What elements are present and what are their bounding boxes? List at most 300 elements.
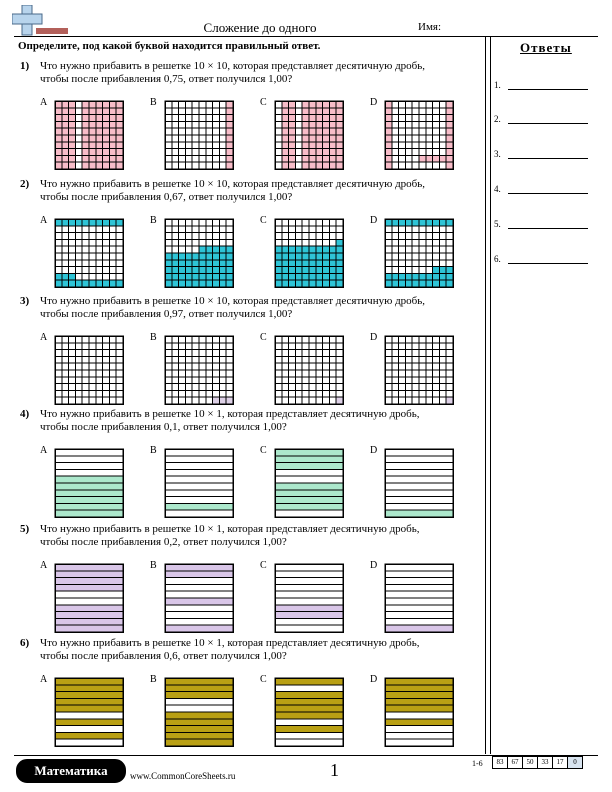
grid-cell (116, 101, 123, 108)
grid-cell (392, 350, 399, 357)
grid-cell (282, 343, 289, 350)
grid-cell (89, 253, 96, 260)
grid-cell (323, 226, 330, 233)
grid-cell (109, 356, 116, 363)
grid-cell (185, 121, 192, 128)
grid-cell (103, 155, 110, 162)
strip-row (275, 678, 343, 685)
grid-cell (336, 128, 343, 135)
fraction-grid-option[interactable] (274, 448, 344, 518)
strip-row (55, 739, 123, 746)
grid-cell (109, 101, 116, 108)
fraction-grid-option[interactable] (164, 218, 234, 288)
grid-cell (75, 273, 82, 280)
strip-row (275, 598, 343, 605)
grid-cell (385, 239, 392, 246)
strip-row (55, 719, 123, 726)
grid-cell (282, 267, 289, 274)
grid-cell (282, 356, 289, 363)
grid-cell (199, 239, 206, 246)
grid-cell (199, 253, 206, 260)
grid-cell (55, 135, 62, 142)
grid-cell (82, 390, 89, 397)
answer-line[interactable] (494, 184, 604, 194)
grid-cell (412, 260, 419, 267)
grid-cell (185, 273, 192, 280)
grid-cell (165, 280, 172, 287)
grid-cell (412, 128, 419, 135)
grid-cell (199, 267, 206, 274)
grid-cell (309, 356, 316, 363)
grid-cell (336, 115, 343, 122)
grid-cell (179, 363, 186, 370)
grid-cell (385, 377, 392, 384)
grid-cell (226, 219, 233, 226)
grid-cell (412, 350, 419, 357)
grid-cell (295, 239, 302, 246)
strip-row (165, 463, 233, 470)
grid-cell (295, 377, 302, 384)
grid-cell (412, 267, 419, 274)
grid-cell (55, 336, 62, 343)
grid-cell (439, 260, 446, 267)
grid-cell (446, 233, 453, 240)
grid-cell (329, 336, 336, 343)
grid-cell (206, 273, 213, 280)
grid-cell (316, 273, 323, 280)
strip-row (165, 456, 233, 463)
grid-cell (412, 253, 419, 260)
grid-cell (172, 377, 179, 384)
grid-cell (302, 115, 309, 122)
grid-cell (323, 260, 330, 267)
grid-cell (275, 128, 282, 135)
grid-cell (192, 128, 199, 135)
fraction-grid-option[interactable] (384, 563, 454, 633)
grid-cell (323, 350, 330, 357)
grid-cell (165, 219, 172, 226)
grid-cell (302, 101, 309, 108)
grid-cell (289, 121, 296, 128)
grid-cell (412, 149, 419, 156)
grid-cell (336, 377, 343, 384)
grid-cell (179, 350, 186, 357)
grid-cell (82, 343, 89, 350)
grid-cell (116, 226, 123, 233)
grid-cell (426, 162, 433, 169)
grid-cell (392, 239, 399, 246)
grid-cell (336, 384, 343, 391)
grid-cell (329, 108, 336, 115)
grid-cell (323, 108, 330, 115)
option-label: A (40, 560, 48, 571)
grid-cell (446, 162, 453, 169)
grid-cell (62, 356, 69, 363)
grid-cell (323, 363, 330, 370)
grid-cell (199, 101, 206, 108)
grid-cell (412, 377, 419, 384)
strip-row (55, 605, 123, 612)
grid-cell (316, 397, 323, 404)
grid-cell (96, 384, 103, 391)
grid-cell (399, 260, 406, 267)
grid-cell (329, 121, 336, 128)
grid-cell (185, 226, 192, 233)
grid-cell (426, 356, 433, 363)
grid-cell (399, 370, 406, 377)
grid-cell (192, 363, 199, 370)
strip-row (275, 578, 343, 585)
grid-cell (446, 142, 453, 149)
grid-cell (385, 142, 392, 149)
grid-cell (179, 356, 186, 363)
fraction-grid-option[interactable] (54, 218, 124, 288)
question-number: 1) (20, 60, 30, 72)
grid-cell (192, 273, 199, 280)
grid-cell (192, 253, 199, 260)
grid-cell (75, 343, 82, 350)
grid-cell (62, 384, 69, 391)
grid-cell (433, 336, 440, 343)
strip-row (385, 612, 453, 619)
grid-cell (165, 108, 172, 115)
grid-cell (323, 101, 330, 108)
grid-cell (82, 363, 89, 370)
grid-cell (439, 390, 446, 397)
grid-cell (426, 377, 433, 384)
grid-cell (289, 115, 296, 122)
grid-cell (295, 350, 302, 357)
strip-row (165, 726, 233, 733)
fraction-grid-option[interactable] (164, 563, 234, 633)
answer-line[interactable] (494, 254, 604, 264)
grid-cell (199, 149, 206, 156)
grid-cell (109, 219, 116, 226)
grid-cell (392, 280, 399, 287)
answer-line[interactable] (494, 219, 604, 229)
grid-cell (419, 162, 426, 169)
grid-cell (82, 135, 89, 142)
grid-cell (69, 336, 76, 343)
grid-cell (219, 280, 226, 287)
strip-row (55, 732, 123, 739)
grid-cell (172, 384, 179, 391)
grid-cell (62, 142, 69, 149)
grid-cell (289, 336, 296, 343)
grid-cell (185, 155, 192, 162)
strip-row (385, 705, 453, 712)
grid-cell (69, 115, 76, 122)
fraction-grid-option[interactable] (164, 448, 234, 518)
fraction-grid-option[interactable] (274, 335, 344, 405)
strip-row (55, 476, 123, 483)
option-label: B (150, 445, 157, 456)
grid-cell (172, 128, 179, 135)
grid-cell (399, 226, 406, 233)
grid-cell (96, 233, 103, 240)
fraction-grid-option[interactable] (54, 677, 124, 747)
grid-cell (439, 377, 446, 384)
grid-cell (75, 280, 82, 287)
grid-cell (302, 253, 309, 260)
grid-cell (405, 260, 412, 267)
grid-cell (185, 267, 192, 274)
grid-cell (426, 233, 433, 240)
grid-cell (75, 121, 82, 128)
grid-cell (336, 149, 343, 156)
fraction-grid-option[interactable] (384, 100, 454, 170)
grid-cell (82, 233, 89, 240)
grid-cell (179, 260, 186, 267)
grid-cell (69, 397, 76, 404)
grid-cell (392, 101, 399, 108)
grid-cell (82, 397, 89, 404)
fraction-grid-option[interactable] (384, 335, 454, 405)
grid-cell (109, 267, 116, 274)
grid-cell (446, 101, 453, 108)
grid-cell (323, 115, 330, 122)
grid-cell (399, 336, 406, 343)
grid-cell (336, 142, 343, 149)
grid-cell (103, 267, 110, 274)
grid-cell (302, 390, 309, 397)
fraction-grid-option[interactable] (384, 218, 454, 288)
grid-cell (192, 350, 199, 357)
grid-cell (82, 149, 89, 156)
grid-cell (62, 363, 69, 370)
grid-cell (109, 343, 116, 350)
grid-cell (405, 162, 412, 169)
grid-cell (185, 253, 192, 260)
grid-cell (295, 115, 302, 122)
grid-cell (219, 343, 226, 350)
strip-row (55, 712, 123, 719)
grid-cell (405, 273, 412, 280)
grid-cell (69, 239, 76, 246)
grid-cell (172, 121, 179, 128)
grid-cell (399, 128, 406, 135)
grid-cell (219, 350, 226, 357)
answer-line[interactable] (494, 149, 604, 159)
grid-cell (336, 273, 343, 280)
grid-cell (103, 142, 110, 149)
grid-cell (219, 390, 226, 397)
grid-cell (96, 343, 103, 350)
grid-cell (426, 384, 433, 391)
fraction-grid-option[interactable] (274, 563, 344, 633)
fraction-grid-option[interactable] (384, 677, 454, 747)
grid-cell (69, 155, 76, 162)
grid-cell (419, 363, 426, 370)
grid-cell (206, 219, 213, 226)
grid-cell (309, 121, 316, 128)
grid-cell (412, 135, 419, 142)
grid-cell (275, 155, 282, 162)
grid-cell (192, 260, 199, 267)
grid-cell (199, 128, 206, 135)
grid-cell (433, 350, 440, 357)
grid-cell (55, 370, 62, 377)
strip-row (165, 605, 233, 612)
grid-cell (309, 280, 316, 287)
grid-cell (206, 280, 213, 287)
fraction-grid-option[interactable] (274, 100, 344, 170)
grid-cell (309, 128, 316, 135)
grid-cell (439, 370, 446, 377)
strip-row (165, 598, 233, 605)
grid-cell (323, 390, 330, 397)
grid-cell (75, 135, 82, 142)
grid-cell (439, 336, 446, 343)
grid-cell (213, 149, 220, 156)
grid-cell (226, 384, 233, 391)
grid-cell (192, 226, 199, 233)
grid-cell (316, 390, 323, 397)
grid-cell (323, 397, 330, 404)
grid-cell (323, 377, 330, 384)
grid-cell (62, 397, 69, 404)
grid-cell (55, 108, 62, 115)
grid-cell (89, 267, 96, 274)
grid-cell (199, 273, 206, 280)
fraction-grid-option[interactable] (164, 677, 234, 747)
grid-cell (206, 239, 213, 246)
grid-cell (302, 336, 309, 343)
grid-cell (226, 108, 233, 115)
grid-cell (96, 135, 103, 142)
grid-cell (412, 226, 419, 233)
answer-line[interactable] (494, 114, 604, 124)
grid-cell (82, 370, 89, 377)
grid-cell (179, 267, 186, 274)
grid-cell (329, 142, 336, 149)
fraction-grid-option[interactable] (164, 335, 234, 405)
grid-cell (446, 267, 453, 274)
grid-cell (412, 273, 419, 280)
fraction-grid-option[interactable] (384, 448, 454, 518)
grid-cell (103, 219, 110, 226)
fraction-grid-option[interactable] (274, 677, 344, 747)
grid-cell (69, 108, 76, 115)
grid-cell (62, 239, 69, 246)
grid-cell (433, 149, 440, 156)
grid-cell (446, 280, 453, 287)
grid-cell (433, 370, 440, 377)
fraction-grid-option[interactable] (54, 335, 124, 405)
question-text: Что нужно прибавить в решетке 10 × 1, которая представляет десятичную дробь, чтобы после прибавления 0,1, ответ получился 1,00? (40, 408, 420, 433)
grid-cell (412, 108, 419, 115)
fraction-grid-option[interactable] (54, 448, 124, 518)
strip-row (55, 726, 123, 733)
grid-cell (412, 233, 419, 240)
grid-cell (316, 135, 323, 142)
grid-cell (96, 390, 103, 397)
strip-row (55, 510, 123, 517)
grid-cell (179, 115, 186, 122)
fraction-grid-option[interactable] (164, 100, 234, 170)
grid-cell (226, 121, 233, 128)
option-label: B (150, 97, 157, 108)
site-url[interactable]: www.CommonCoreSheets.ru (130, 771, 236, 781)
grid-cell (213, 239, 220, 246)
grid-cell (109, 260, 116, 267)
grid-cell (206, 121, 213, 128)
grid-cell (426, 280, 433, 287)
grid-cell (302, 233, 309, 240)
grid-cell (336, 226, 343, 233)
grid-cell (55, 350, 62, 357)
grid-cell (103, 397, 110, 404)
grid-cell (89, 226, 96, 233)
strip-row (385, 449, 453, 456)
strip-row (55, 571, 123, 578)
strip-row (55, 456, 123, 463)
fraction-grid-option[interactable] (54, 563, 124, 633)
strip-row (275, 692, 343, 699)
fraction-grid-option[interactable] (274, 218, 344, 288)
grid-cell (329, 397, 336, 404)
grid-cell (323, 384, 330, 391)
grid-cell (199, 343, 206, 350)
strip-row (165, 490, 233, 497)
grid-cell (419, 370, 426, 377)
strip-row (165, 483, 233, 490)
grid-cell (419, 377, 426, 384)
grid-cell (446, 370, 453, 377)
grid-cell (185, 135, 192, 142)
grid-cell (309, 343, 316, 350)
grid-cell (55, 155, 62, 162)
grid-cell (289, 280, 296, 287)
grid-cell (282, 233, 289, 240)
grid-cell (336, 260, 343, 267)
strip-row (385, 463, 453, 470)
grid-cell (219, 121, 226, 128)
grid-cell (75, 142, 82, 149)
grid-cell (226, 280, 233, 287)
strip-row (385, 564, 453, 571)
grid-cell (439, 101, 446, 108)
grid-cell (392, 108, 399, 115)
grid-cell (199, 135, 206, 142)
grid-cell (399, 239, 406, 246)
grid-cell (302, 260, 309, 267)
strip-row (275, 497, 343, 504)
grid-cell (426, 350, 433, 357)
fraction-grid-option[interactable] (54, 100, 124, 170)
grid-cell (199, 397, 206, 404)
grid-cell (89, 397, 96, 404)
grid-cell (392, 226, 399, 233)
grid-cell (316, 384, 323, 391)
grid-cell (69, 149, 76, 156)
grid-cell (116, 273, 123, 280)
grid-cell (446, 363, 453, 370)
grid-cell (295, 128, 302, 135)
grid-cell (419, 128, 426, 135)
grid-cell (302, 128, 309, 135)
grid-cell (426, 101, 433, 108)
grid-cell (109, 121, 116, 128)
grid-cell (226, 101, 233, 108)
answer-line[interactable] (494, 80, 604, 90)
grid-cell (275, 226, 282, 233)
grid-cell (219, 356, 226, 363)
grid-cell (226, 397, 233, 404)
grid-cell (433, 356, 440, 363)
grid-cell (419, 397, 426, 404)
grid-cell (172, 115, 179, 122)
